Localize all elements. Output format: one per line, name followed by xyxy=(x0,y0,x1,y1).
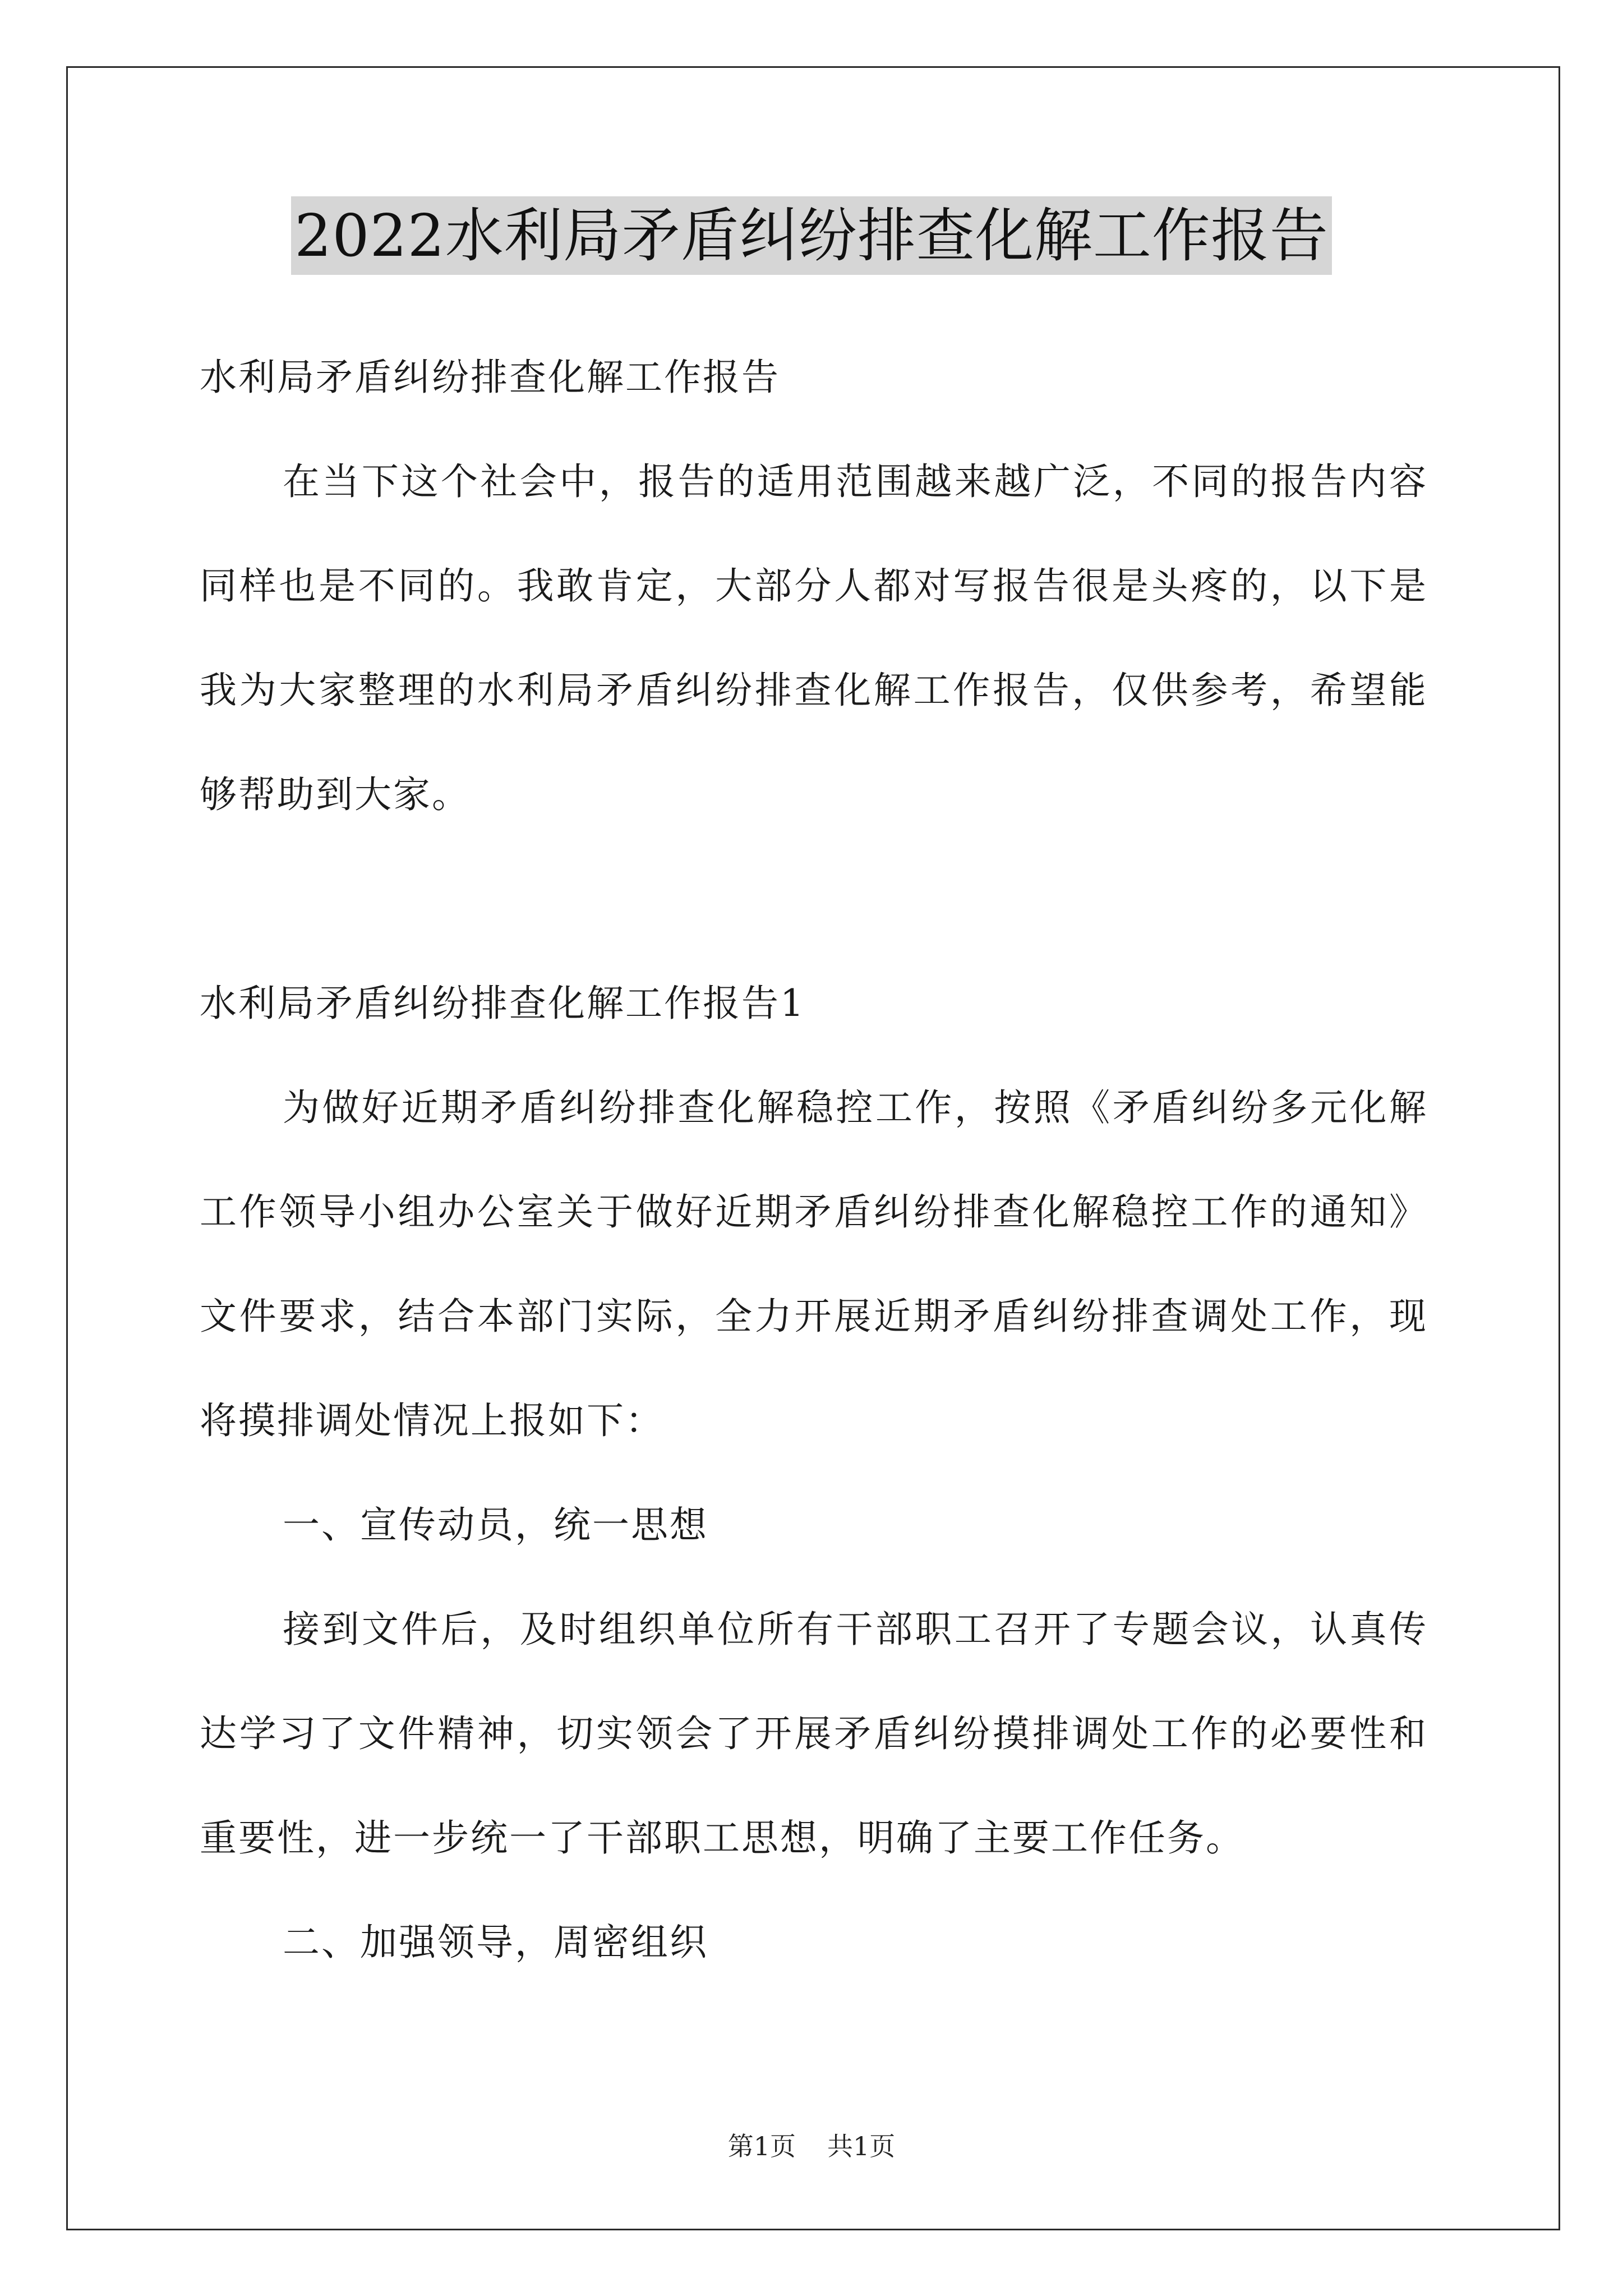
page-footer xyxy=(0,2126,1623,2163)
page-number-total: 共1页 xyxy=(827,2131,896,2161)
document-title: 2022水利局矛盾纠纷排查化解工作报告 xyxy=(291,196,1332,275)
paragraph-gap xyxy=(200,847,1428,951)
page-number-current: 第1页 xyxy=(727,2131,796,2161)
section-heading: 水利局矛盾纠纷排查化解工作报告1 xyxy=(200,982,805,1025)
subheading-1: 一、宣传动员，统一思想 xyxy=(283,1503,708,1547)
title-container xyxy=(0,196,1623,275)
body-paragraph-1: 为做好近期矛盾纠纷排查化解稳控工作，按照《矛盾纠纷多元化解工作领导小组办公室关于做好近期矛盾纠纷排查化解稳控工作的通知》文件要求，结合本部门实际，全力开展近期矛盾纠纷排查调处工作，现将摸排调处情况上报如下： xyxy=(200,1086,1428,1442)
intro-paragraph: 在当下这个社会中，报告的适用范围越来越广泛，不同的报告内容同样也是不同的。我敢肯定，大部分人都对写报告很是头疼的，以下是我为大家整理的水利局矛盾纠纷排查化解工作报告，仅供参考，希望能够帮助到大家。 xyxy=(200,460,1428,816)
body-paragraph-2: 接到文件后，及时组织单位所有干部职工召开了专题会议，认真传达学习了文件精神，切实领会了开展矛盾纠纷摸排调处工作的必要性和重要性，进一步统一了干部职工思想，明确了主要工作任务。 xyxy=(200,1608,1428,1860)
document-body xyxy=(200,325,1428,1995)
document-subtitle: 水利局矛盾纠纷排查化解工作报告 xyxy=(200,356,780,399)
subheading-2: 二、加强领导，周密组织 xyxy=(283,1921,708,1964)
